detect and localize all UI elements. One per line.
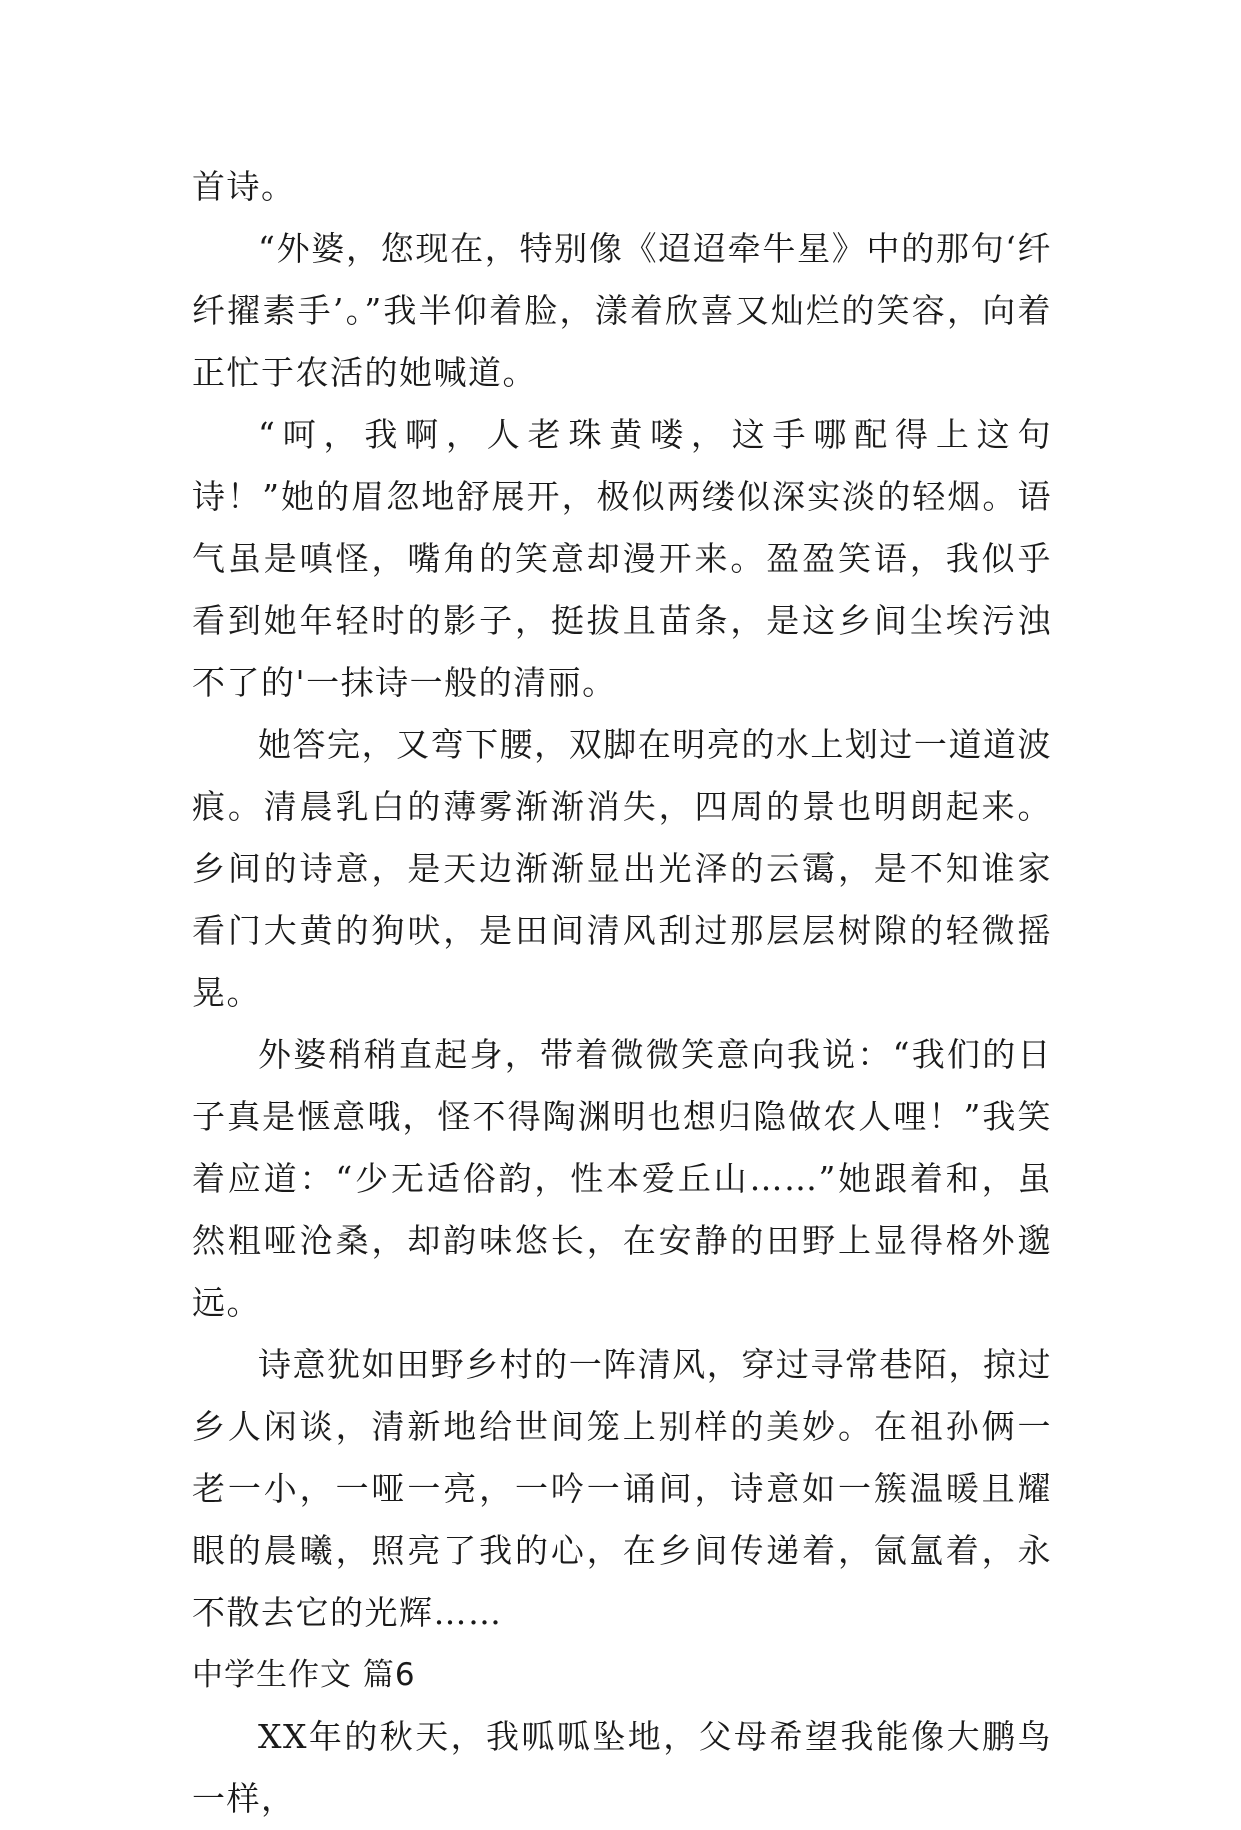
section-heading: 中学生作文 篇6 (192, 1657, 416, 1693)
document-page (192, 156, 1052, 1830)
paragraph-next-essay: XX年的秋天，我呱呱坠地，父母希望我能像大鹏鸟一样， (192, 1717, 1052, 1818)
paragraph-dialogue-3: 外婆稍稍直起身，带着微微笑意向我说：“我们的日子真是惬意哦，怪不得陶渊明也想归隐做农人哩！”我笑着应道：“少无适俗韵，性本爱丘山……”她跟着和，虽然粗哑沧桑，却韵味悠长，在安静的田野上显得格外邈远。 (192, 1035, 1052, 1322)
paragraph-scenery: 她答完，又弯下腰，双脚在明亮的水上划过一道道波痕。清晨乳白的薄雾渐渐消失，四周的景也明朗起来。乡间的诗意，是天边渐渐显出光泽的云霭，是不知谁家看门大黄的狗吠，是田间清风刮过那层层树隙的轻微摇晃。 (192, 725, 1052, 1012)
paragraph-dialogue-2: “呵，我啊，人老珠黄喽，这手哪配得上这句诗！”她的眉忽地舒展开，极似两缕似深实淡的轻烟。语气虽是嗔怪，嘴角的笑意却漫开来。盈盈笑语，我似乎看到她年轻时的影子，挺拔且苗条，是这乡间尘埃污浊不了的'一抹诗一般的清丽。 (192, 415, 1052, 702)
paragraph-conclusion: 诗意犹如田野乡村的一阵清风，穿过寻常巷陌，掠过乡人闲谈，清新地给世间笼上别样的美妙。在祖孙俩一老一小，一哑一亮，一吟一诵间，诗意如一簇温暖且耀眼的晨曦，照亮了我的心，在乡间传递着，氤氲着，永不散去它的光辉…… (192, 1345, 1052, 1632)
paragraph-continuation: 首诗。 (192, 167, 296, 206)
paragraph-dialogue-1: “外婆，您现在，特别像《迢迢牵牛星》中的那句‘纤纤擢素手’。”我半仰着脸，漾着欣喜又灿烂的笑容，向着正忙于农活的她喊道。 (192, 229, 1052, 392)
